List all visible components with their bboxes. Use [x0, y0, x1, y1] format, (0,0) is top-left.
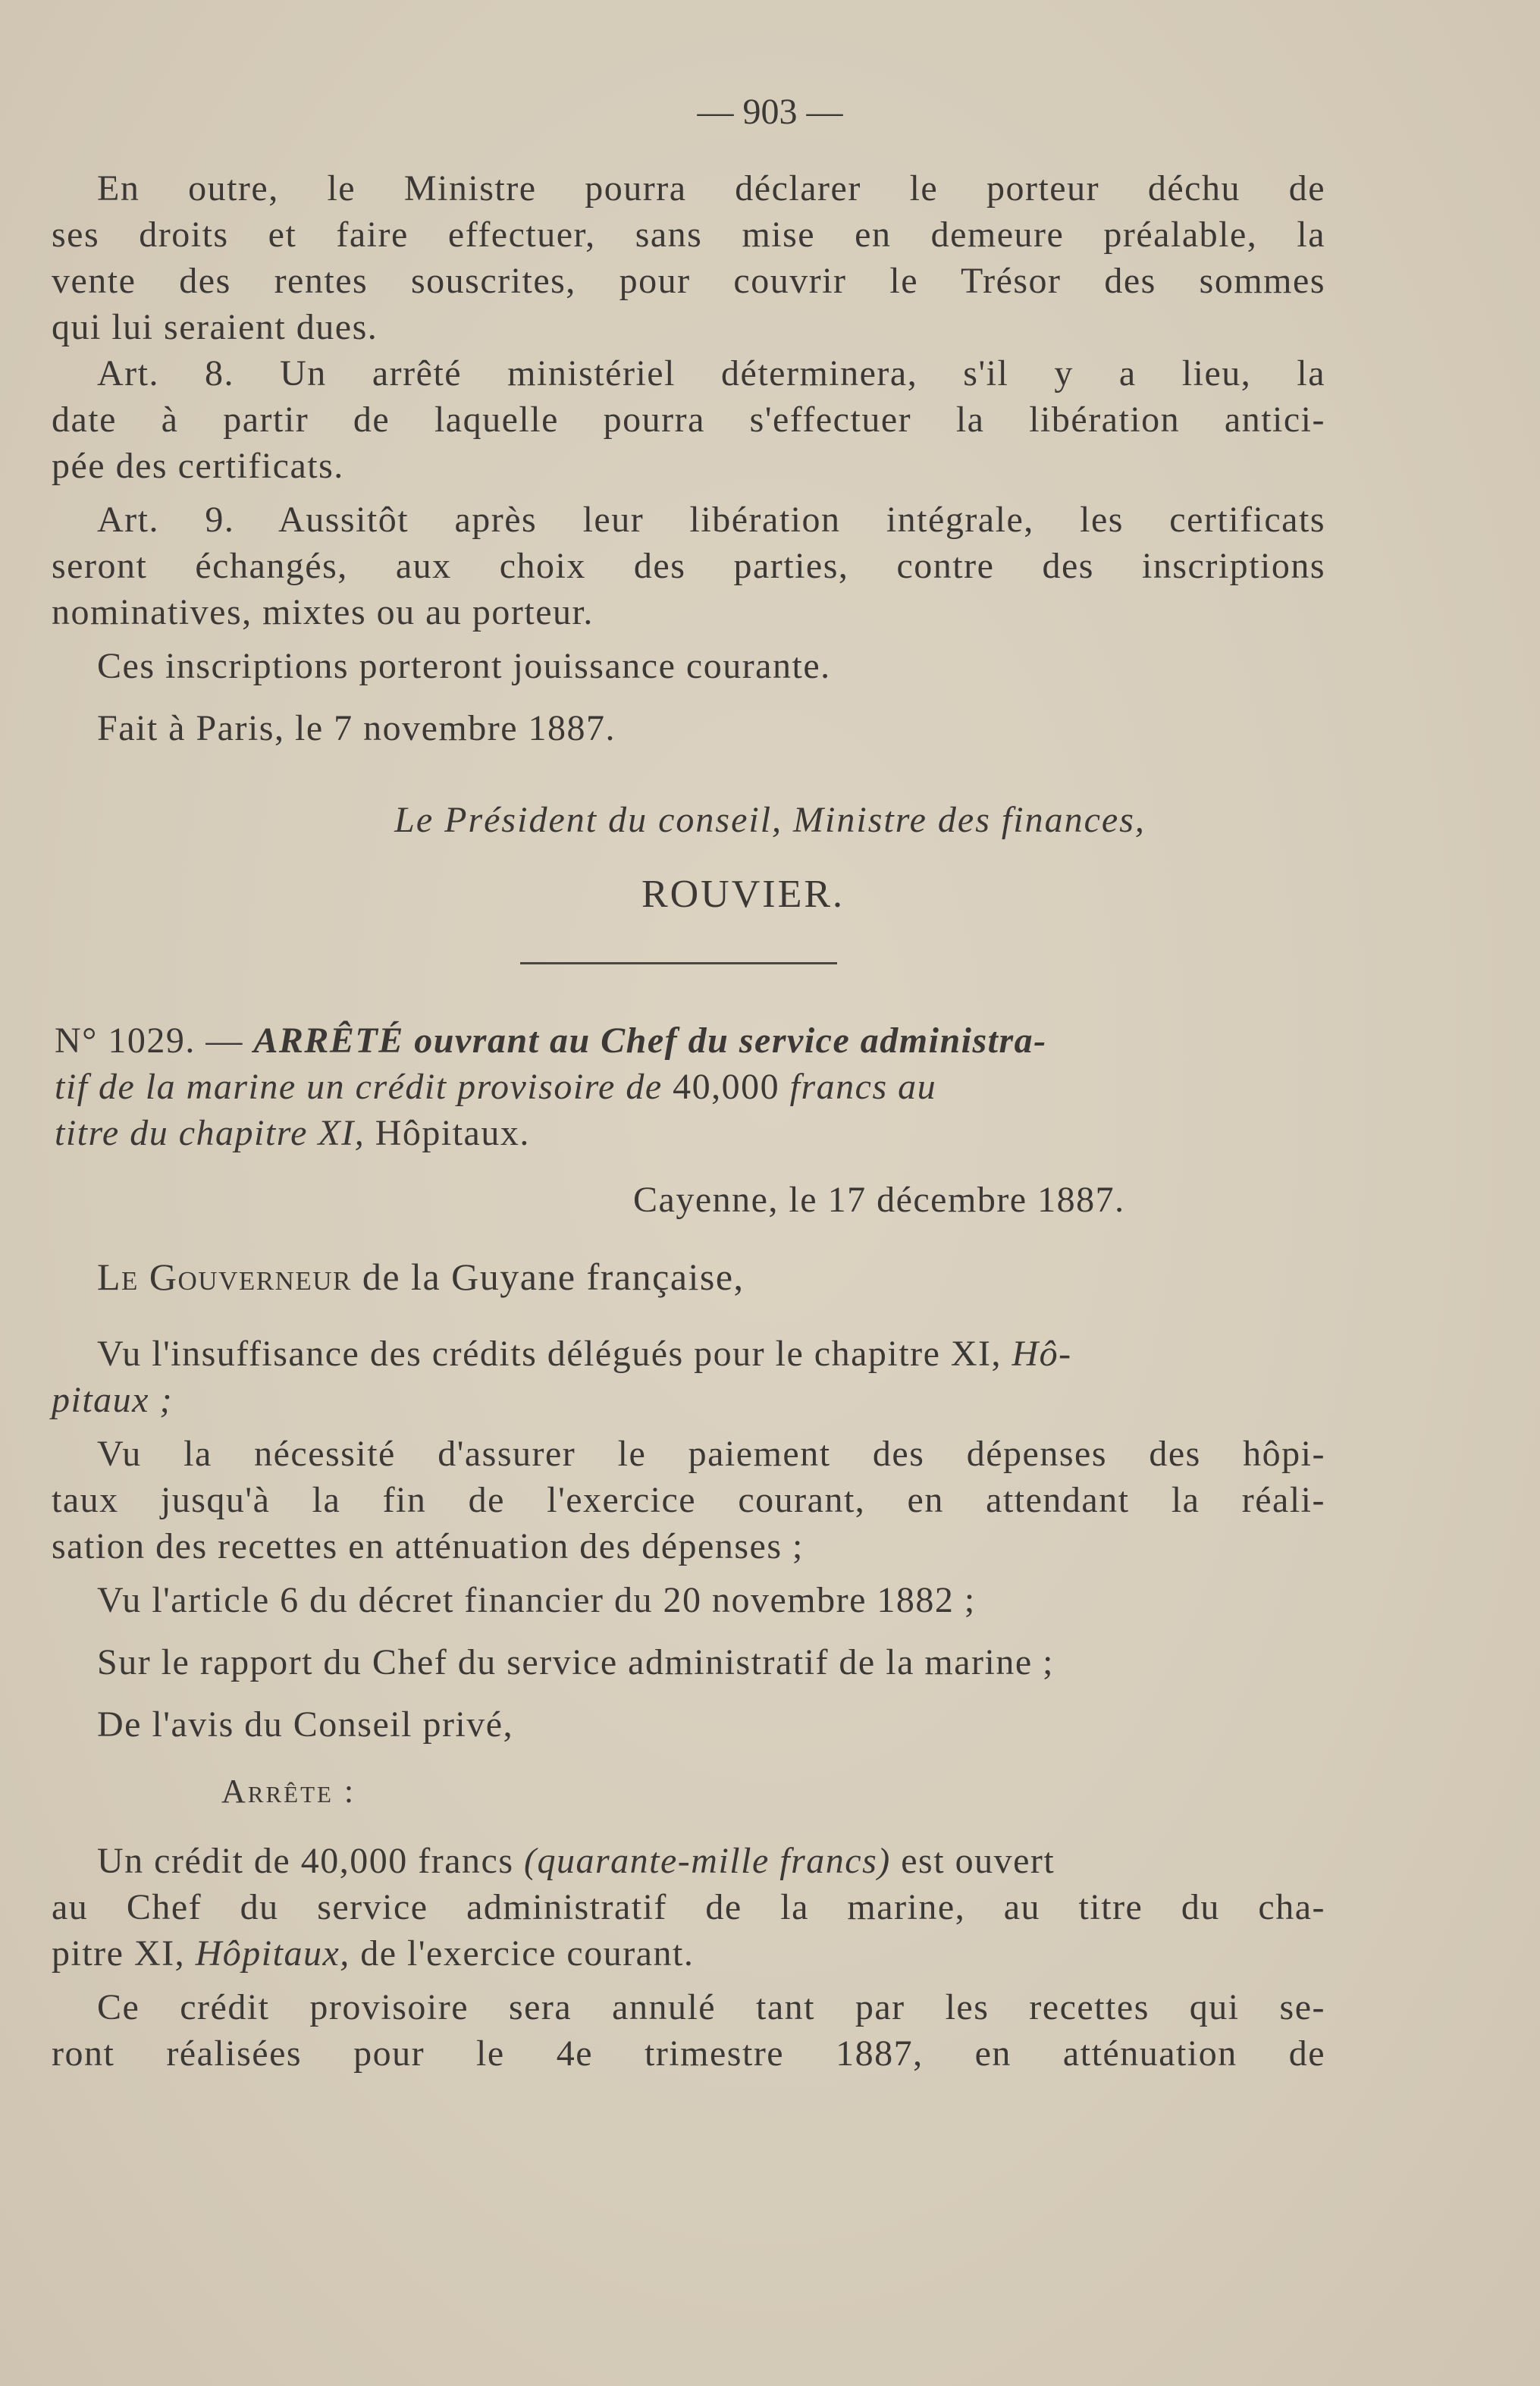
article-line-4: Ce crédit provisoire sera annulé tant par les recettes qui se- — [97, 1987, 1325, 2027]
decree-amount: 40,000 — [673, 1067, 780, 1107]
text-line: Art. 9. Aussitôt après leur libération intégrale, les certificats — [97, 500, 1325, 540]
text-line: qui lui seraient dues. — [52, 307, 378, 347]
text-line: pée des certificats. — [52, 446, 344, 486]
article-chapter: pitre XI, — [52, 1933, 186, 1974]
page-number: — 903 — — [697, 92, 843, 132]
decree-title-currency: francs au — [789, 1067, 937, 1107]
text-line: Ces inscriptions porteront jouissance courante. — [97, 646, 831, 686]
article-line-3 — [52, 1933, 694, 1974]
text-line: date à partir de laquelle pourra s'effectuer la libération antici- — [52, 400, 1325, 440]
visa-2-line-1: Vu la nécessité d'assurer le paiement des dépenses des hôpi- — [97, 1434, 1325, 1474]
text-line: nominatives, mixtes ou au porteur. — [52, 592, 594, 632]
decree-date: Cayenne, le 17 décembre 1887. — [633, 1180, 1125, 1220]
visa-4: Sur le rapport du Chef du service administratif de la marine ; — [97, 1642, 1054, 1682]
article-line-1 — [97, 1840, 1325, 1882]
decree-arrete: Arrête : — [221, 1773, 356, 1810]
visa-1-italic: Hô- — [1012, 1334, 1072, 1374]
text-line: En outre, le Ministre pourra déclarer le porteur déchu de — [97, 168, 1325, 209]
visa-2-line-3: sation des recettes en atténuation des dépenses ; — [52, 1526, 804, 1566]
visa-3: Vu l'article 6 du décret financier du 20 novembre 1882 ; — [97, 1580, 976, 1620]
divider-rule — [520, 962, 837, 964]
article-line-2: au Chef du service administratif de la marine, au titre du cha- — [52, 1887, 1325, 1927]
decree-title-start: ARRÊTÉ ouvrant au Chef du service administra- — [253, 1021, 1047, 1061]
text-line: Art. 8. Un arrêté ministériel déterminera, s'il y a lieu, la — [97, 353, 1325, 393]
article-exercise: de l'exercice courant. — [360, 1933, 695, 1974]
article-amount-words: (quarante-mille francs) — [524, 1841, 891, 1881]
governor-title: Le Gouverneur — [97, 1256, 352, 1298]
text-line: Fait à Paris, le 7 novembre 1887. — [97, 708, 616, 748]
article-hopitaux: Hôpitaux, — [195, 1933, 350, 1974]
article-text-1: Un crédit de 40,000 francs — [97, 1841, 514, 1881]
text-line: seront échangés, aux choix des parties, contre des inscriptions — [52, 546, 1325, 586]
signature-name: ROUVIER. — [641, 873, 845, 916]
visa-1-line-1 — [97, 1333, 1325, 1375]
visa-1-line-2: pitaux ; — [52, 1380, 173, 1420]
decree-title-chapter: titre du chapitre XI, — [55, 1113, 365, 1153]
governor-line — [97, 1255, 745, 1299]
visa-5: De l'avis du Conseil privé, — [97, 1704, 514, 1745]
decree-heading-line-1 — [55, 1017, 1325, 1064]
article-line-5: ront réalisées pour le 4e trimestre 1887, en atténuation de — [52, 2033, 1325, 2074]
decree-title-mid: tif de la marine un crédit provisoire de — [55, 1067, 663, 1107]
visa-2-line-2: taux jusqu'à la fin de l'exercice courant, en attendant la réali- — [52, 1480, 1325, 1520]
decree-number: N° 1029. — — [55, 1021, 243, 1061]
signature-title: Le Président du conseil, Ministre des finances, — [394, 800, 1146, 840]
text-line: ses droits et faire effectuer, sans mise en demeure préalable, la — [52, 215, 1325, 255]
text-line: vente des rentes souscrites, pour couvrir le Trésor des sommes — [52, 261, 1325, 301]
decree-heading-line-3 — [55, 1110, 1325, 1156]
article-text-1-end: est ouvert — [901, 1841, 1055, 1881]
decree-title-hopitaux: Hôpitaux. — [375, 1113, 530, 1153]
visa-1-text: Vu l'insuffisance des crédits délégués pour le chapitre XI, — [97, 1334, 1002, 1374]
decree-heading-line-2 — [55, 1064, 1325, 1110]
governor-territory: de la Guyane française, — [362, 1256, 745, 1298]
